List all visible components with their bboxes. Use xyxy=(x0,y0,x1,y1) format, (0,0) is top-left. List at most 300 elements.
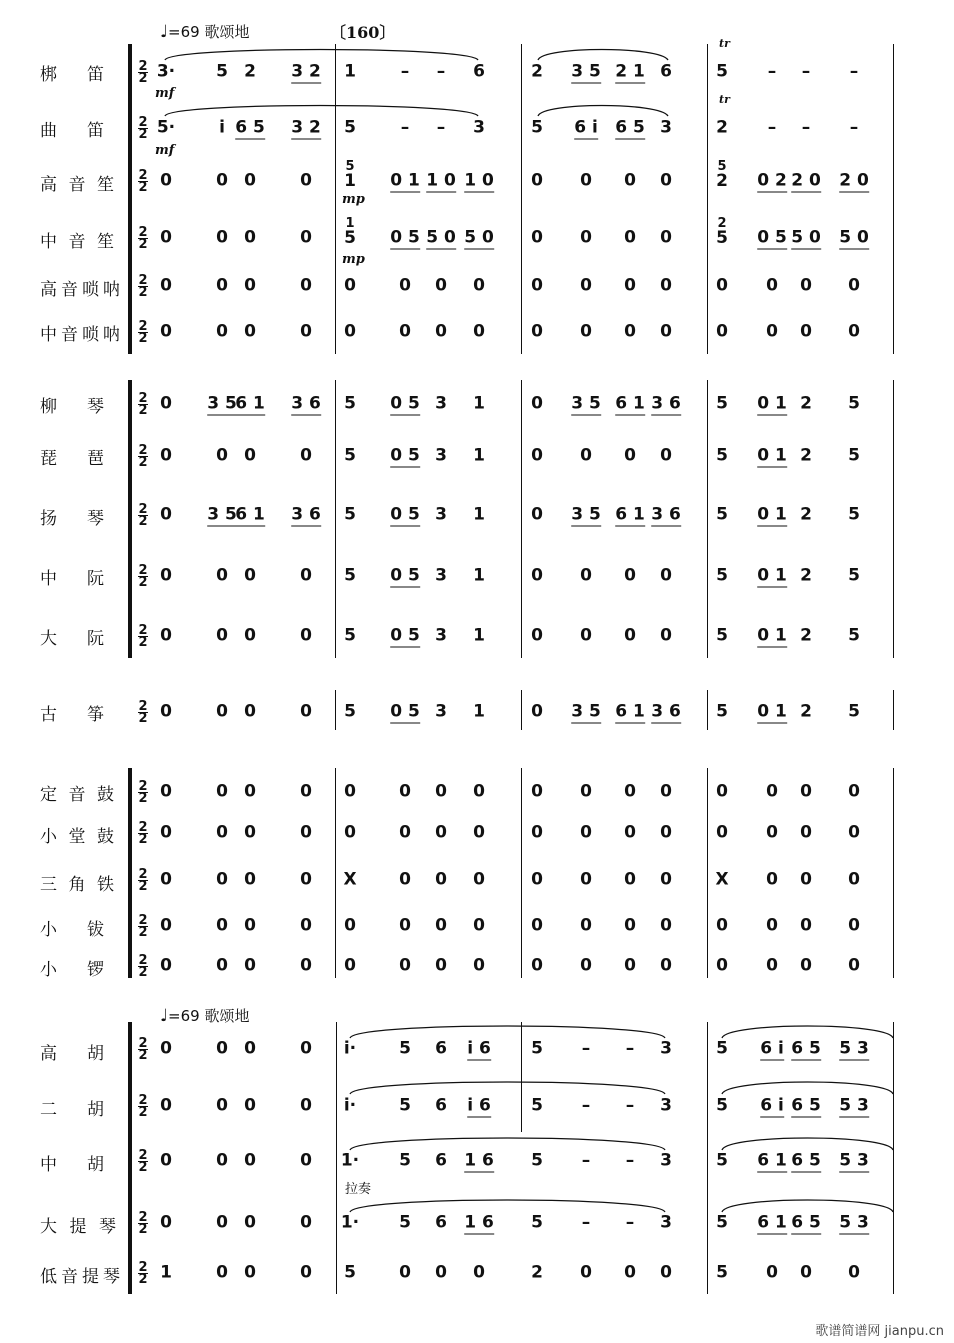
instrument-label: 大提琴 xyxy=(40,1217,120,1237)
time-signature: 2 2 xyxy=(138,1210,148,1237)
instrument-label: 低音提琴 xyxy=(40,1267,120,1287)
note: 3 xyxy=(435,701,447,722)
note: 5 xyxy=(344,445,356,466)
note: 5 xyxy=(344,393,356,414)
note: 0 xyxy=(160,625,172,646)
note: 0 xyxy=(531,701,543,722)
note: 2 xyxy=(531,61,543,82)
note: 2 xyxy=(716,117,728,138)
note: 0 xyxy=(160,275,172,296)
note: 0 xyxy=(800,915,812,936)
instrument-label: 柳琴 xyxy=(40,397,110,417)
note: 3 6 xyxy=(291,504,321,525)
note: 0 xyxy=(473,321,485,342)
note: – xyxy=(625,1150,635,1171)
note: 0 xyxy=(766,955,778,976)
note: 5 3 xyxy=(839,1095,869,1116)
note: 5 xyxy=(716,61,728,82)
note: 5· xyxy=(156,117,176,138)
note: i· xyxy=(343,1095,357,1116)
note: 0 xyxy=(473,275,485,296)
time-signature: 2 2 xyxy=(138,913,148,940)
note: 0 xyxy=(660,955,672,976)
note: – xyxy=(581,1150,591,1171)
note: X xyxy=(715,869,729,890)
note: 6 1 xyxy=(757,1212,787,1233)
time-signature: 2 2 xyxy=(138,115,148,142)
note: 0 xyxy=(660,869,672,890)
time-signature: 2 2 xyxy=(138,1260,148,1287)
note: 0 xyxy=(716,955,728,976)
note: 5 xyxy=(344,625,356,646)
dynamic-mark: mf xyxy=(155,143,175,158)
note: 0 xyxy=(580,955,592,976)
note: 5 xyxy=(848,701,860,722)
slur xyxy=(722,1200,893,1212)
note: 3 6 xyxy=(291,393,321,414)
note: 0 xyxy=(435,915,447,936)
note: 5 xyxy=(399,1095,411,1116)
note: 2 xyxy=(800,504,812,525)
note: 0 xyxy=(244,227,256,248)
time-signature: 2 2 xyxy=(138,502,148,529)
instrument-label: 中阮 xyxy=(40,569,110,589)
note: 3 2 xyxy=(291,117,321,138)
tempo-mark-strings: ♩=69 歌颂地 xyxy=(160,1006,250,1026)
note: – xyxy=(625,1038,635,1059)
note: 1 xyxy=(473,504,485,525)
note: 0 xyxy=(848,869,860,890)
note: 0 xyxy=(800,781,812,802)
note: 6 5 xyxy=(235,117,265,138)
note: 0 xyxy=(216,1095,228,1116)
note: 6 5 xyxy=(791,1150,821,1171)
note: 0 xyxy=(435,1262,447,1283)
note: – xyxy=(581,1095,591,1116)
time-signature: 2 2 xyxy=(138,273,148,300)
note: 0 xyxy=(244,445,256,466)
time-signature: 2 2 xyxy=(138,779,148,806)
note: 0 xyxy=(624,869,636,890)
note: 1 6 xyxy=(464,1150,494,1171)
note: 0 xyxy=(531,445,543,466)
note: – xyxy=(625,1095,635,1116)
note: 3 5 xyxy=(571,504,601,525)
note: 2 xyxy=(800,565,812,586)
note: 6 1 xyxy=(615,504,645,525)
note: 3 xyxy=(660,1212,672,1233)
note: 5 xyxy=(399,1038,411,1059)
note: 5 xyxy=(716,565,728,586)
note: 2 xyxy=(800,625,812,646)
note: 5 2 xyxy=(716,159,728,191)
note: 6 xyxy=(435,1095,447,1116)
note: 0 xyxy=(399,955,411,976)
note: 0 xyxy=(244,275,256,296)
note: 0 xyxy=(435,955,447,976)
note: 5 1 xyxy=(344,159,356,191)
time-signature: 2 2 xyxy=(138,623,148,650)
note: 5 xyxy=(344,117,356,138)
note: 2 5 xyxy=(716,216,728,248)
instrument-label: 高胡 xyxy=(40,1044,110,1064)
note: 6 1 xyxy=(235,504,265,525)
note: 0 xyxy=(244,1212,256,1233)
instrument-label: 曲笛 xyxy=(40,121,110,141)
note: 0 xyxy=(624,915,636,936)
note: 6 5 xyxy=(791,1038,821,1059)
note: 1 xyxy=(473,445,485,466)
note: 0 xyxy=(580,565,592,586)
instrument-label: 高音笙 xyxy=(40,175,120,195)
note: 0 xyxy=(848,822,860,843)
instrument-label: 三角铁 xyxy=(40,875,120,895)
note: 0 xyxy=(660,170,672,191)
note: 3 5 xyxy=(571,393,601,414)
note: 0 xyxy=(531,227,543,248)
note: 0 xyxy=(531,565,543,586)
instrument-label: 中音唢呐 xyxy=(40,325,120,345)
note: 2 1 xyxy=(615,61,645,82)
note: 5 0 xyxy=(791,227,821,248)
note: 0 xyxy=(435,781,447,802)
instrument-label: 梆笛 xyxy=(40,65,110,85)
note: 0 1 xyxy=(757,565,787,586)
note: 0 xyxy=(160,1150,172,1171)
note: 5 3 xyxy=(839,1038,869,1059)
note: 0 xyxy=(300,625,312,646)
note: 6 1 xyxy=(757,1150,787,1171)
note: 0 xyxy=(531,955,543,976)
note: 0 xyxy=(399,1262,411,1283)
note: 0 xyxy=(531,869,543,890)
note: 6 xyxy=(435,1038,447,1059)
note: 0 xyxy=(300,227,312,248)
note: 0 xyxy=(216,822,228,843)
note: 5 xyxy=(848,565,860,586)
dynamic-mark: mp xyxy=(342,252,365,267)
note: 0 2 xyxy=(757,170,787,191)
note: 0 xyxy=(300,781,312,802)
note: 0 xyxy=(800,869,812,890)
note: 5 xyxy=(848,445,860,466)
note: 5 xyxy=(531,1038,543,1059)
slur xyxy=(350,1026,665,1038)
time-signature: 2 2 xyxy=(138,391,148,418)
note: 0 xyxy=(580,625,592,646)
note: 0 xyxy=(244,625,256,646)
note: 0 xyxy=(624,445,636,466)
note: – xyxy=(436,117,446,138)
instrument-label: 扬琴 xyxy=(40,509,110,529)
instrument-label: 大阮 xyxy=(40,629,110,649)
note: 0 xyxy=(473,781,485,802)
note: 0 xyxy=(848,275,860,296)
time-signature: 2 2 xyxy=(138,59,148,86)
note: 0 xyxy=(580,822,592,843)
note: 1 xyxy=(473,393,485,414)
note: 5 xyxy=(716,504,728,525)
note: 1 xyxy=(344,61,356,82)
note: 0 xyxy=(580,275,592,296)
note: 3 5 xyxy=(571,61,601,82)
trill-mark: tr xyxy=(719,93,730,106)
note: 0 xyxy=(399,321,411,342)
note: 0 xyxy=(216,227,228,248)
slur xyxy=(538,50,668,61)
time-signature: 2 2 xyxy=(138,820,148,847)
note: 0 xyxy=(531,822,543,843)
note: 3 6 xyxy=(651,701,681,722)
note: 5 xyxy=(399,1150,411,1171)
rehearsal-mark: 〔160〕 xyxy=(330,23,396,42)
note: – xyxy=(436,61,446,82)
note: 0 xyxy=(766,275,778,296)
note: 3 xyxy=(660,1150,672,1171)
note: 0 1 xyxy=(757,393,787,414)
note: 3 6 xyxy=(651,393,681,414)
note: 0 xyxy=(160,1038,172,1059)
note: 0 xyxy=(848,955,860,976)
tempo-mark-top: ♩=69 歌颂地 xyxy=(160,22,250,42)
note: 0 xyxy=(216,701,228,722)
note: 0 xyxy=(160,445,172,466)
note: 2 0 xyxy=(791,170,821,191)
slur xyxy=(165,50,478,61)
time-signature: 2 2 xyxy=(138,225,148,252)
note: 0 xyxy=(435,275,447,296)
note: 0 xyxy=(300,822,312,843)
note: 0 xyxy=(160,869,172,890)
instrument-label: 高音唢呐 xyxy=(40,280,120,300)
note: 0 xyxy=(244,1095,256,1116)
note: 0 xyxy=(473,915,485,936)
note: 0 xyxy=(344,955,356,976)
dynamic-mark: mp xyxy=(342,192,365,207)
note: 0 xyxy=(716,321,728,342)
note: 3 5 xyxy=(571,701,601,722)
note: 0 xyxy=(244,1150,256,1171)
note: 0 xyxy=(160,565,172,586)
note: 6 i xyxy=(760,1038,784,1059)
note: 5 xyxy=(344,504,356,525)
note: 0 xyxy=(216,869,228,890)
note: 3 5 xyxy=(207,504,237,525)
note: 0 xyxy=(766,869,778,890)
note: 0 xyxy=(300,275,312,296)
note: 5 xyxy=(216,61,228,82)
note: 0 xyxy=(435,822,447,843)
note: 0 xyxy=(473,1262,485,1283)
note: 5 xyxy=(531,1212,543,1233)
note: 0 xyxy=(216,321,228,342)
note: 0 xyxy=(716,822,728,843)
time-signature: 2 2 xyxy=(138,1093,148,1120)
note: 0 xyxy=(399,915,411,936)
note: 0 xyxy=(160,393,172,414)
note: 0 xyxy=(244,915,256,936)
instrument-label: 小钹 xyxy=(40,920,110,940)
time-signature: 2 2 xyxy=(138,953,148,980)
note: – xyxy=(767,61,777,82)
note: – xyxy=(849,117,859,138)
note: 0 xyxy=(580,781,592,802)
note: 6 i xyxy=(760,1095,784,1116)
note: 3 5 xyxy=(207,393,237,414)
slur xyxy=(350,1138,665,1150)
note: 0 xyxy=(580,915,592,936)
note: 3 xyxy=(435,625,447,646)
note: – xyxy=(400,117,410,138)
note: 6 5 xyxy=(615,117,645,138)
note: 0 1 xyxy=(757,504,787,525)
slur xyxy=(350,1082,665,1094)
note: 0 xyxy=(531,915,543,936)
note: 6 xyxy=(435,1212,447,1233)
note: 2 xyxy=(800,445,812,466)
note: 5 xyxy=(848,504,860,525)
note: 0 xyxy=(216,625,228,646)
note: 0 5 xyxy=(390,504,420,525)
note: 0 xyxy=(160,822,172,843)
note: 0 xyxy=(216,1150,228,1171)
note: 0 xyxy=(216,1212,228,1233)
note: 3 xyxy=(660,1095,672,1116)
note: 0 xyxy=(300,1150,312,1171)
note: 5 xyxy=(531,117,543,138)
note: 0 xyxy=(531,781,543,802)
note: – xyxy=(400,61,410,82)
note: – xyxy=(767,117,777,138)
note: 3 xyxy=(435,445,447,466)
note: – xyxy=(625,1212,635,1233)
note: 1 0 xyxy=(464,170,494,191)
note: 6 1 xyxy=(615,393,645,414)
note: 2 xyxy=(531,1262,543,1283)
note: 0 xyxy=(160,227,172,248)
note: 1 6 xyxy=(464,1212,494,1233)
note: 0 1 xyxy=(390,170,420,191)
note: 0 xyxy=(244,1038,256,1059)
instrument-label: 定音鼓 xyxy=(40,785,120,805)
note: 5 xyxy=(716,1212,728,1233)
note: 5 xyxy=(716,701,728,722)
note: 6 xyxy=(435,1150,447,1171)
note: 0 xyxy=(624,625,636,646)
time-signature: 2 2 xyxy=(138,443,148,470)
slur xyxy=(350,1200,665,1212)
note: 0 xyxy=(300,915,312,936)
note: 6 1 xyxy=(615,701,645,722)
note: 0 xyxy=(766,915,778,936)
note: 3 6 xyxy=(651,504,681,525)
note: 0 xyxy=(300,1095,312,1116)
time-signature: 2 2 xyxy=(138,699,148,726)
note: 0 xyxy=(473,822,485,843)
note: 5 0 xyxy=(839,227,869,248)
note: 0 xyxy=(531,625,543,646)
note: 1 xyxy=(473,625,485,646)
note: 0 xyxy=(216,1262,228,1283)
note: 0 xyxy=(800,321,812,342)
note: 0 xyxy=(244,701,256,722)
trill-mark: tr xyxy=(719,37,730,50)
note: 6 xyxy=(473,61,485,82)
note: 3 xyxy=(435,565,447,586)
instrument-label: 琵琶 xyxy=(40,449,110,469)
note: 1 xyxy=(473,701,485,722)
dynamic-mark: mf xyxy=(155,86,175,101)
note: 0 xyxy=(244,565,256,586)
note: 0 xyxy=(766,321,778,342)
note: 0 xyxy=(660,915,672,936)
note: – xyxy=(801,117,811,138)
slur xyxy=(722,1082,893,1094)
note: 5 xyxy=(531,1095,543,1116)
note: 0 xyxy=(216,275,228,296)
note: 0 xyxy=(244,781,256,802)
note: 1 xyxy=(473,565,485,586)
note: 0 xyxy=(473,955,485,976)
note: 0 xyxy=(624,1262,636,1283)
note: 0 xyxy=(660,445,672,466)
note: 0 xyxy=(300,170,312,191)
note: 0 xyxy=(300,869,312,890)
note: 0 xyxy=(399,781,411,802)
note: 0 xyxy=(766,1262,778,1283)
note: 0 xyxy=(848,781,860,802)
note: 0 xyxy=(848,321,860,342)
note: 0 xyxy=(160,504,172,525)
note: 0 xyxy=(216,781,228,802)
note: 0 xyxy=(800,1262,812,1283)
note: 5 xyxy=(716,393,728,414)
instrument-label: 小堂鼓 xyxy=(40,827,120,847)
note: 0 xyxy=(660,275,672,296)
note: 1· xyxy=(340,1212,360,1233)
time-signature: 2 2 xyxy=(138,1036,148,1063)
note: 0 xyxy=(580,445,592,466)
note: 1 0 xyxy=(426,170,456,191)
note: 0 xyxy=(160,1212,172,1233)
note: 0 xyxy=(473,869,485,890)
note: 0 xyxy=(300,321,312,342)
note: 0 xyxy=(160,170,172,191)
slur xyxy=(722,1138,893,1150)
note: 0 xyxy=(216,1038,228,1059)
note: 0 5 xyxy=(757,227,787,248)
note: 0 xyxy=(531,393,543,414)
watermark: 歌谱简谱网 jianpu.cn xyxy=(815,1324,944,1339)
note: 0 xyxy=(660,822,672,843)
instrument-label: 古筝 xyxy=(40,705,110,725)
note: 0 xyxy=(216,955,228,976)
note: 0 xyxy=(660,625,672,646)
note: 3· xyxy=(156,61,176,82)
note: 0 xyxy=(300,1262,312,1283)
note: – xyxy=(801,61,811,82)
note: 0 xyxy=(580,1262,592,1283)
note: 0 xyxy=(399,275,411,296)
note: 6 5 xyxy=(791,1212,821,1233)
note: 0 xyxy=(160,701,172,722)
note: 0 5 xyxy=(390,393,420,414)
note: 0 xyxy=(244,822,256,843)
instrument-label: 中胡 xyxy=(40,1155,110,1175)
note: 5 xyxy=(716,1150,728,1171)
note: i 6 xyxy=(467,1095,491,1116)
slur xyxy=(722,1026,893,1038)
